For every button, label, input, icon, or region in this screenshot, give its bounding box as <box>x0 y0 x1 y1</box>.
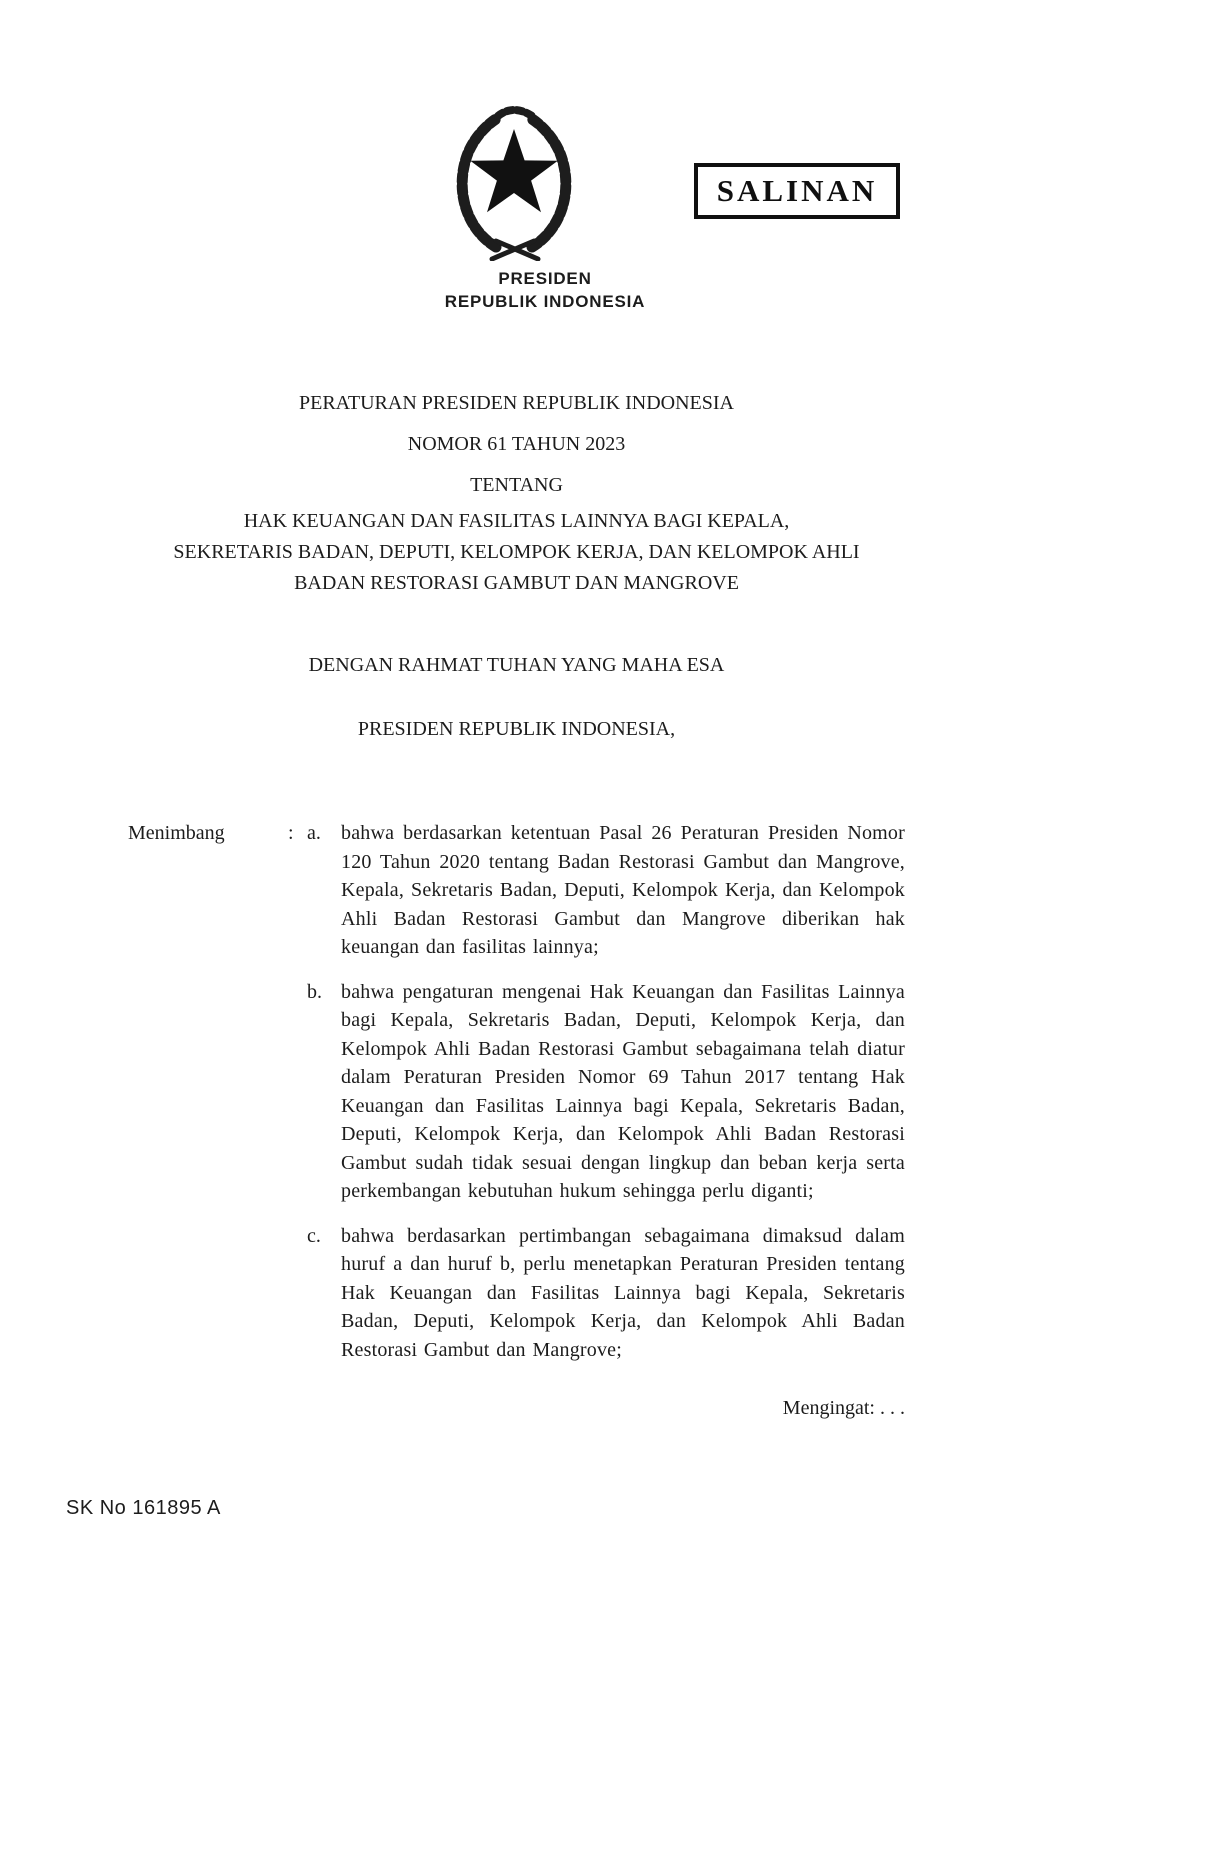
authority-line: PRESIDEN REPUBLIK INDONESIA, <box>357 718 676 740</box>
considering-item-letter: c. <box>307 1224 321 1247</box>
letterhead-line-republik-indonesia: REPUBLIK INDONESIA <box>444 292 646 311</box>
doc-control-number: SK No 161895 A <box>66 1497 221 1519</box>
considering-colon-spacer <box>288 1222 307 1365</box>
considering-item-text: bahwa pengaturan mengenai Hak Keuangan dan Fasilitas Lainnya bagi Kepala, Sekretaris Badan, Deputi, Kelompok Kerja, dan Kelompok Ahli Badan Restorasi Gambut sebagaimana telah diatur dalam Peraturan Presiden Nomor 69 Tahun 2017 tentang Hak Keuangan dan Fasilitas Lainnya bagi Kepala, Sekretaris Badan, Deputi, Kelompok Kerja, dan Kelompok Ahli Badan Restorasi Gambut sudah tidak sesuai dengan lingkup dan beban kerja serta perkembangan kebutuhan hukum sehingga perlu diganti; <box>341 980 905 1202</box>
presidential-seal-icon <box>440 103 588 261</box>
considering-label-spacer <box>128 1222 288 1365</box>
considering-item-b <box>128 978 905 1206</box>
considering-item-text: bahwa berdasarkan pertimbangan sebagaimana dimaksud dalam huruf a dan huruf b, perlu menetapkan Peraturan Presiden tentang Hak Keuangan dan Fasilitas Lainnya bagi Kepala, Sekretaris Badan, Deputi, Kelompok Kerja, dan Kelompok Ahli Badan Restorasi Gambut dan Mangrove; <box>341 1224 905 1361</box>
considering-label-spacer <box>128 978 288 1206</box>
considering-item-c <box>128 1222 905 1365</box>
document-body <box>128 383 905 1423</box>
letterhead-line-presiden: PRESIDEN <box>498 269 592 288</box>
regulation-tentang: TENTANG <box>470 474 563 496</box>
considering-section <box>128 819 905 1364</box>
considering-colon-spacer <box>288 978 307 1206</box>
regulation-title: PERATURAN PRESIDEN REPUBLIK INDONESIA <box>298 392 735 414</box>
salinan-stamp-label: SALINAN <box>716 173 878 208</box>
regulation-subject-line-3: BADAN RESTORASI GAMBUT DAN MANGROVE <box>294 572 739 594</box>
salinan-stamp <box>694 163 900 219</box>
considering-item-text: bahwa berdasarkan ketentuan Pasal 26 Peraturan Presiden Nomor 120 Tahun 2020 tentang Badan Restorasi Gambut dan Mangrove, Kepala, Sekretaris Badan, Deputi, Kelompok Kerja, dan Kelompok Ahli Badan Restorasi Gambut dan Mangrove diberikan hak keuangan dan fasilitas lainnya; <box>341 822 905 958</box>
regulation-number: NOMOR 61 TAHUN 2023 <box>407 433 626 455</box>
considering-item-a <box>128 819 905 962</box>
considering-colon: : <box>288 822 294 844</box>
considering-item-letter: b. <box>307 980 322 1003</box>
regulation-subject-line-1: HAK KEUANGAN DAN FASILITAS LAINNYA BAGI KEPALA, <box>243 510 790 532</box>
letterhead <box>60 267 1030 313</box>
considering-label: Menimbang <box>128 822 225 844</box>
star-wreath-graphic <box>440 103 588 261</box>
regulation-subject-line-2: SEKRETARIS BADAN, DEPUTI, KELOMPOK KERJA, DAN KELOMPOK AHLI <box>173 541 860 563</box>
catchword-mengingat: Mengingat: . . . <box>782 1397 905 1419</box>
considering-item-letter: a. <box>307 822 321 844</box>
invocation-line: DENGAN RAHMAT TUHAN YANG MAHA ESA <box>308 654 725 676</box>
regulation-title-block <box>128 383 905 599</box>
